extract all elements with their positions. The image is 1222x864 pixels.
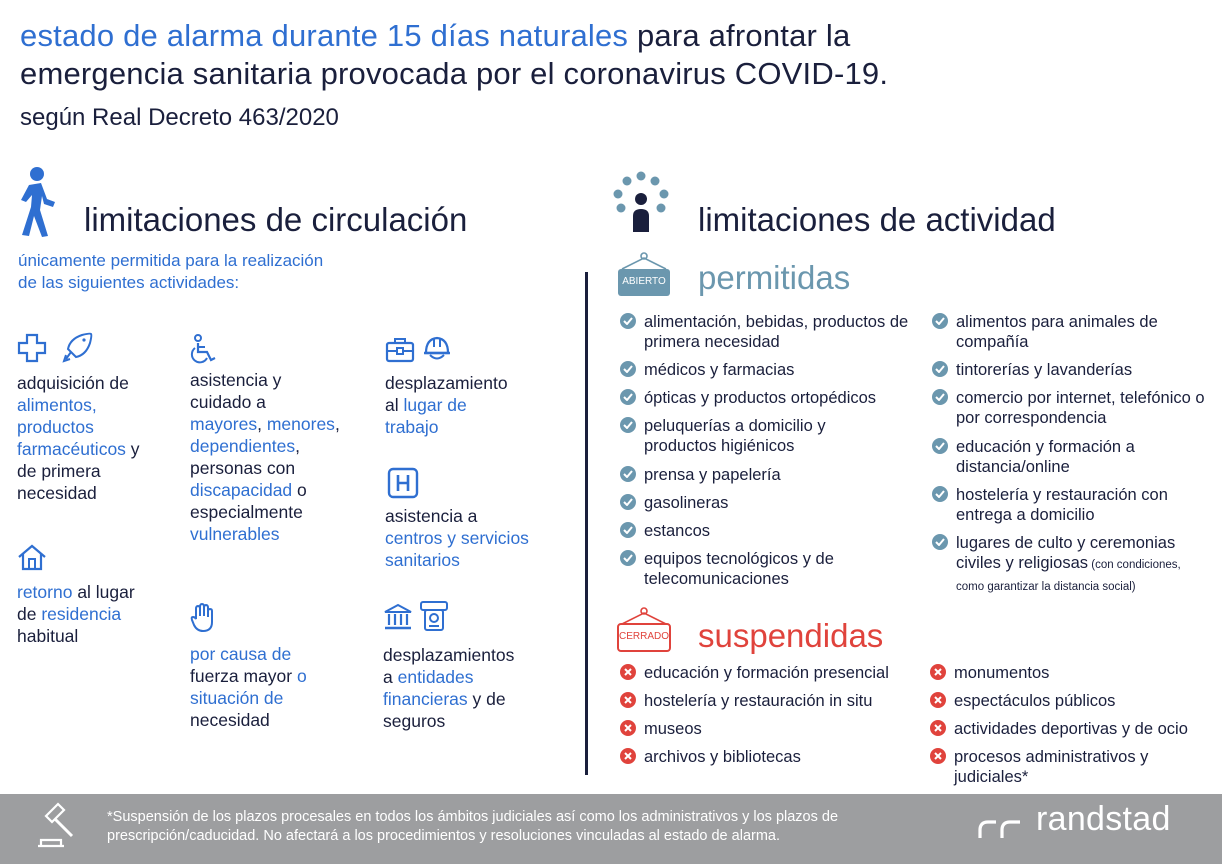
item-text: monumentos bbox=[954, 664, 1050, 682]
list-item bbox=[620, 388, 876, 408]
item-text: actividades deportivas y de ocio bbox=[954, 720, 1188, 738]
circulacion-intro bbox=[18, 250, 323, 294]
sanitarios-blue-1: centros y servicios bbox=[385, 528, 529, 548]
x-icon bbox=[930, 720, 946, 736]
suspendidas-right-list bbox=[930, 663, 1215, 788]
check-icon bbox=[620, 417, 636, 433]
check-icon bbox=[620, 522, 636, 538]
check-icon bbox=[620, 389, 636, 405]
list-item bbox=[932, 485, 1196, 525]
list-item bbox=[620, 549, 884, 589]
alimentos-text-3: de primera bbox=[17, 461, 101, 481]
asistencia-blue-3: dependientes bbox=[190, 436, 296, 456]
x-icon bbox=[620, 720, 636, 736]
alimentos-text-1: adquisición de bbox=[17, 373, 129, 393]
toolbox-icon bbox=[385, 335, 415, 363]
hospital-icon bbox=[387, 467, 419, 499]
item-text: tintorerías y lavanderías bbox=[956, 361, 1133, 379]
item-text: educación y formación a distancia/online bbox=[956, 438, 1135, 476]
fuerza-blue-2: o bbox=[296, 666, 307, 686]
list-item bbox=[932, 437, 1176, 477]
list-item bbox=[620, 493, 728, 513]
x-icon bbox=[930, 748, 946, 764]
culto-note-2: como garantizar la distancia social) bbox=[956, 581, 1136, 593]
item-text: museos bbox=[644, 720, 702, 738]
suspendidas-left-list bbox=[620, 663, 920, 783]
list-item bbox=[930, 747, 1174, 787]
walking-person-icon bbox=[17, 166, 61, 238]
item-alimentos bbox=[17, 372, 167, 504]
check-icon bbox=[932, 534, 948, 550]
item-text: prensa y papelería bbox=[644, 466, 781, 484]
item-text: equipos tecnológicos y de telecomunicaciones bbox=[644, 550, 834, 588]
item-text: educación y formación presencial bbox=[644, 664, 889, 682]
people-group-icon bbox=[610, 170, 672, 236]
check-icon bbox=[620, 361, 636, 377]
gavel-icon bbox=[36, 802, 86, 850]
item-text: comercio por internet, telefónico o por correspondencia bbox=[956, 389, 1205, 427]
alimentos-text-4: necesidad bbox=[17, 483, 97, 503]
asistencia-comma-1: , bbox=[257, 414, 267, 434]
financieras-blue-2: financieras bbox=[383, 689, 468, 709]
financieras-text-4: seguros bbox=[383, 711, 446, 731]
list-item bbox=[620, 719, 702, 739]
residencia-text-2: de bbox=[17, 604, 42, 624]
check-icon bbox=[932, 389, 948, 405]
financieras-blue-1: entidades bbox=[397, 667, 474, 687]
page-subtitle: según Real Decreto 463/2020 bbox=[20, 104, 339, 131]
asistencia-text-1: asistencia y bbox=[190, 370, 282, 390]
intro-line-1: únicamente permitida para la realización bbox=[18, 251, 324, 270]
item-text: peluquerías a domicilio y productos higiénicos bbox=[644, 417, 826, 455]
asistencia-comma-3: , bbox=[295, 436, 300, 456]
check-icon bbox=[932, 486, 948, 502]
item-sanitarios bbox=[385, 505, 565, 571]
asistencia-text-4: o bbox=[292, 480, 307, 500]
fuerza-blue-1: por causa de bbox=[190, 644, 292, 664]
permitidas-right-list bbox=[932, 312, 1212, 602]
footer-note: *Suspensión de los plazos procesales en todos los ámbitos judiciales así como los administrativos y los plazos de prescripción/caducidad. No afectará a los procedimientos y resoluciones vinculadas al estado de alarma. bbox=[107, 809, 839, 844]
list-item bbox=[932, 533, 1212, 595]
trabajo-text-1: desplazamiento bbox=[385, 373, 508, 393]
atm-icon bbox=[419, 600, 449, 632]
list-item bbox=[932, 312, 1186, 352]
list-item bbox=[620, 691, 872, 711]
asistencia-blue-5: vulnerables bbox=[190, 524, 280, 544]
list-item bbox=[930, 691, 1115, 711]
asistencia-blue-4: discapacidad bbox=[190, 480, 293, 500]
list-item bbox=[620, 521, 710, 541]
raised-hand-icon bbox=[190, 603, 214, 633]
asistencia-comma-2: , bbox=[334, 414, 340, 434]
check-icon bbox=[620, 494, 636, 510]
randstad-logo-icon bbox=[978, 816, 1022, 840]
fuerza-text-2: necesidad bbox=[190, 710, 270, 730]
title-line2: emergencia sanitaria provocada por el coronavirus COVID-19. bbox=[20, 56, 889, 91]
x-icon bbox=[620, 664, 636, 680]
intro-line-2: de las siguientes actividades: bbox=[18, 273, 240, 292]
alimentos-text-2: y bbox=[125, 439, 140, 459]
x-icon bbox=[930, 692, 946, 708]
list-item bbox=[930, 663, 1049, 683]
fuerza-blue-3: situación de bbox=[190, 688, 284, 708]
item-text: gasolineras bbox=[644, 494, 729, 512]
alimentos-blue-2: productos bbox=[17, 417, 94, 437]
footer-bar bbox=[0, 794, 1222, 864]
list-item bbox=[620, 663, 889, 683]
item-text: estancos bbox=[644, 522, 711, 540]
list-item bbox=[932, 360, 1132, 380]
hard-hat-icon bbox=[423, 333, 451, 363]
check-icon bbox=[620, 550, 636, 566]
financieras-text-3: y de bbox=[467, 689, 506, 709]
sanitarios-text-1: asistencia a bbox=[385, 506, 478, 526]
vertical-divider bbox=[585, 272, 588, 775]
item-text: procesos administrativos y judiciales* bbox=[954, 748, 1149, 786]
item-financieras bbox=[383, 644, 563, 732]
check-icon bbox=[932, 361, 948, 377]
alimentos-blue-3: farmacéuticos bbox=[17, 439, 126, 459]
check-icon bbox=[932, 313, 948, 329]
brand-name: randstad bbox=[1036, 800, 1171, 838]
check-icon bbox=[932, 438, 948, 454]
asistencia-text-3: personas con bbox=[190, 458, 296, 478]
financieras-text-1: desplazamientos bbox=[383, 645, 515, 665]
trabajo-blue-2: trabajo bbox=[385, 417, 439, 437]
permitidas-left-list bbox=[620, 312, 920, 602]
trabajo-text-2: al bbox=[385, 395, 404, 415]
circulacion-heading: limitaciones de circulación bbox=[84, 201, 468, 238]
title-highlight: estado de alarma durante 15 días naturales bbox=[20, 18, 629, 53]
financieras-text-2: a bbox=[383, 667, 398, 687]
suspendidas-title: suspendidas bbox=[698, 617, 884, 654]
list-item bbox=[620, 747, 801, 767]
residencia-text-3: habitual bbox=[17, 626, 79, 646]
list-item bbox=[620, 465, 781, 485]
list-item bbox=[930, 719, 1188, 739]
item-text: alimentos para animales de compañía bbox=[956, 313, 1158, 351]
open-sign-icon bbox=[616, 252, 672, 298]
asistencia-text-5: especialmente bbox=[190, 502, 303, 522]
item-trabajo bbox=[385, 372, 565, 438]
title-rest: para afrontar la bbox=[628, 18, 851, 53]
permitidas-title: permitidas bbox=[698, 259, 851, 296]
page-title bbox=[20, 17, 1200, 93]
list-item bbox=[620, 416, 874, 456]
x-icon bbox=[620, 692, 636, 708]
fish-icon bbox=[62, 331, 94, 363]
item-text: hostelería y restauración con entrega a domicilio bbox=[956, 486, 1168, 524]
item-text: lugares de culto y ceremonias civiles y religiosas bbox=[956, 534, 1176, 572]
x-icon bbox=[930, 664, 946, 680]
medical-cross-icon bbox=[17, 333, 47, 363]
wheelchair-icon bbox=[190, 334, 218, 364]
list-item bbox=[932, 388, 1212, 428]
item-residencia bbox=[17, 581, 167, 647]
item-text: ópticas y productos ortopédicos bbox=[644, 389, 877, 407]
residencia-text-1: al lugar bbox=[72, 582, 135, 602]
house-icon bbox=[17, 543, 47, 571]
asistencia-blue-1: mayores bbox=[190, 414, 258, 434]
list-item bbox=[620, 312, 920, 352]
check-icon bbox=[620, 466, 636, 482]
closed-sign-label: CERRADO bbox=[618, 631, 669, 642]
trabajo-blue-1: lugar de bbox=[403, 395, 467, 415]
item-text: médicos y farmacias bbox=[644, 361, 795, 379]
check-icon bbox=[620, 313, 636, 329]
item-text: archivos y bibliotecas bbox=[644, 748, 801, 766]
residencia-blue-2: residencia bbox=[41, 604, 122, 624]
bank-icon bbox=[383, 603, 413, 631]
residencia-blue-1: retorno bbox=[17, 582, 73, 602]
culto-note-1: (con condiciones, bbox=[1088, 559, 1181, 571]
closed-sign-icon bbox=[616, 607, 672, 653]
asistencia-blue-2: menores bbox=[266, 414, 335, 434]
asistencia-text-2: cuidado a bbox=[190, 392, 266, 412]
item-asistencia bbox=[190, 369, 365, 545]
open-sign-label: ABIERTO bbox=[622, 276, 666, 287]
item-text: hostelería y restauración in situ bbox=[644, 692, 873, 710]
item-fuerza-mayor bbox=[190, 643, 365, 731]
actividad-heading: limitaciones de actividad bbox=[698, 201, 1056, 238]
item-text: espectáculos públicos bbox=[954, 692, 1116, 710]
fuerza-text-1: fuerza mayor bbox=[190, 666, 297, 686]
x-icon bbox=[620, 748, 636, 764]
sanitarios-blue-2: sanitarios bbox=[385, 550, 460, 570]
list-item bbox=[620, 360, 794, 380]
item-text: alimentación, bebidas, productos de primera necesidad bbox=[644, 313, 909, 351]
alimentos-blue-1: alimentos, bbox=[17, 395, 97, 415]
